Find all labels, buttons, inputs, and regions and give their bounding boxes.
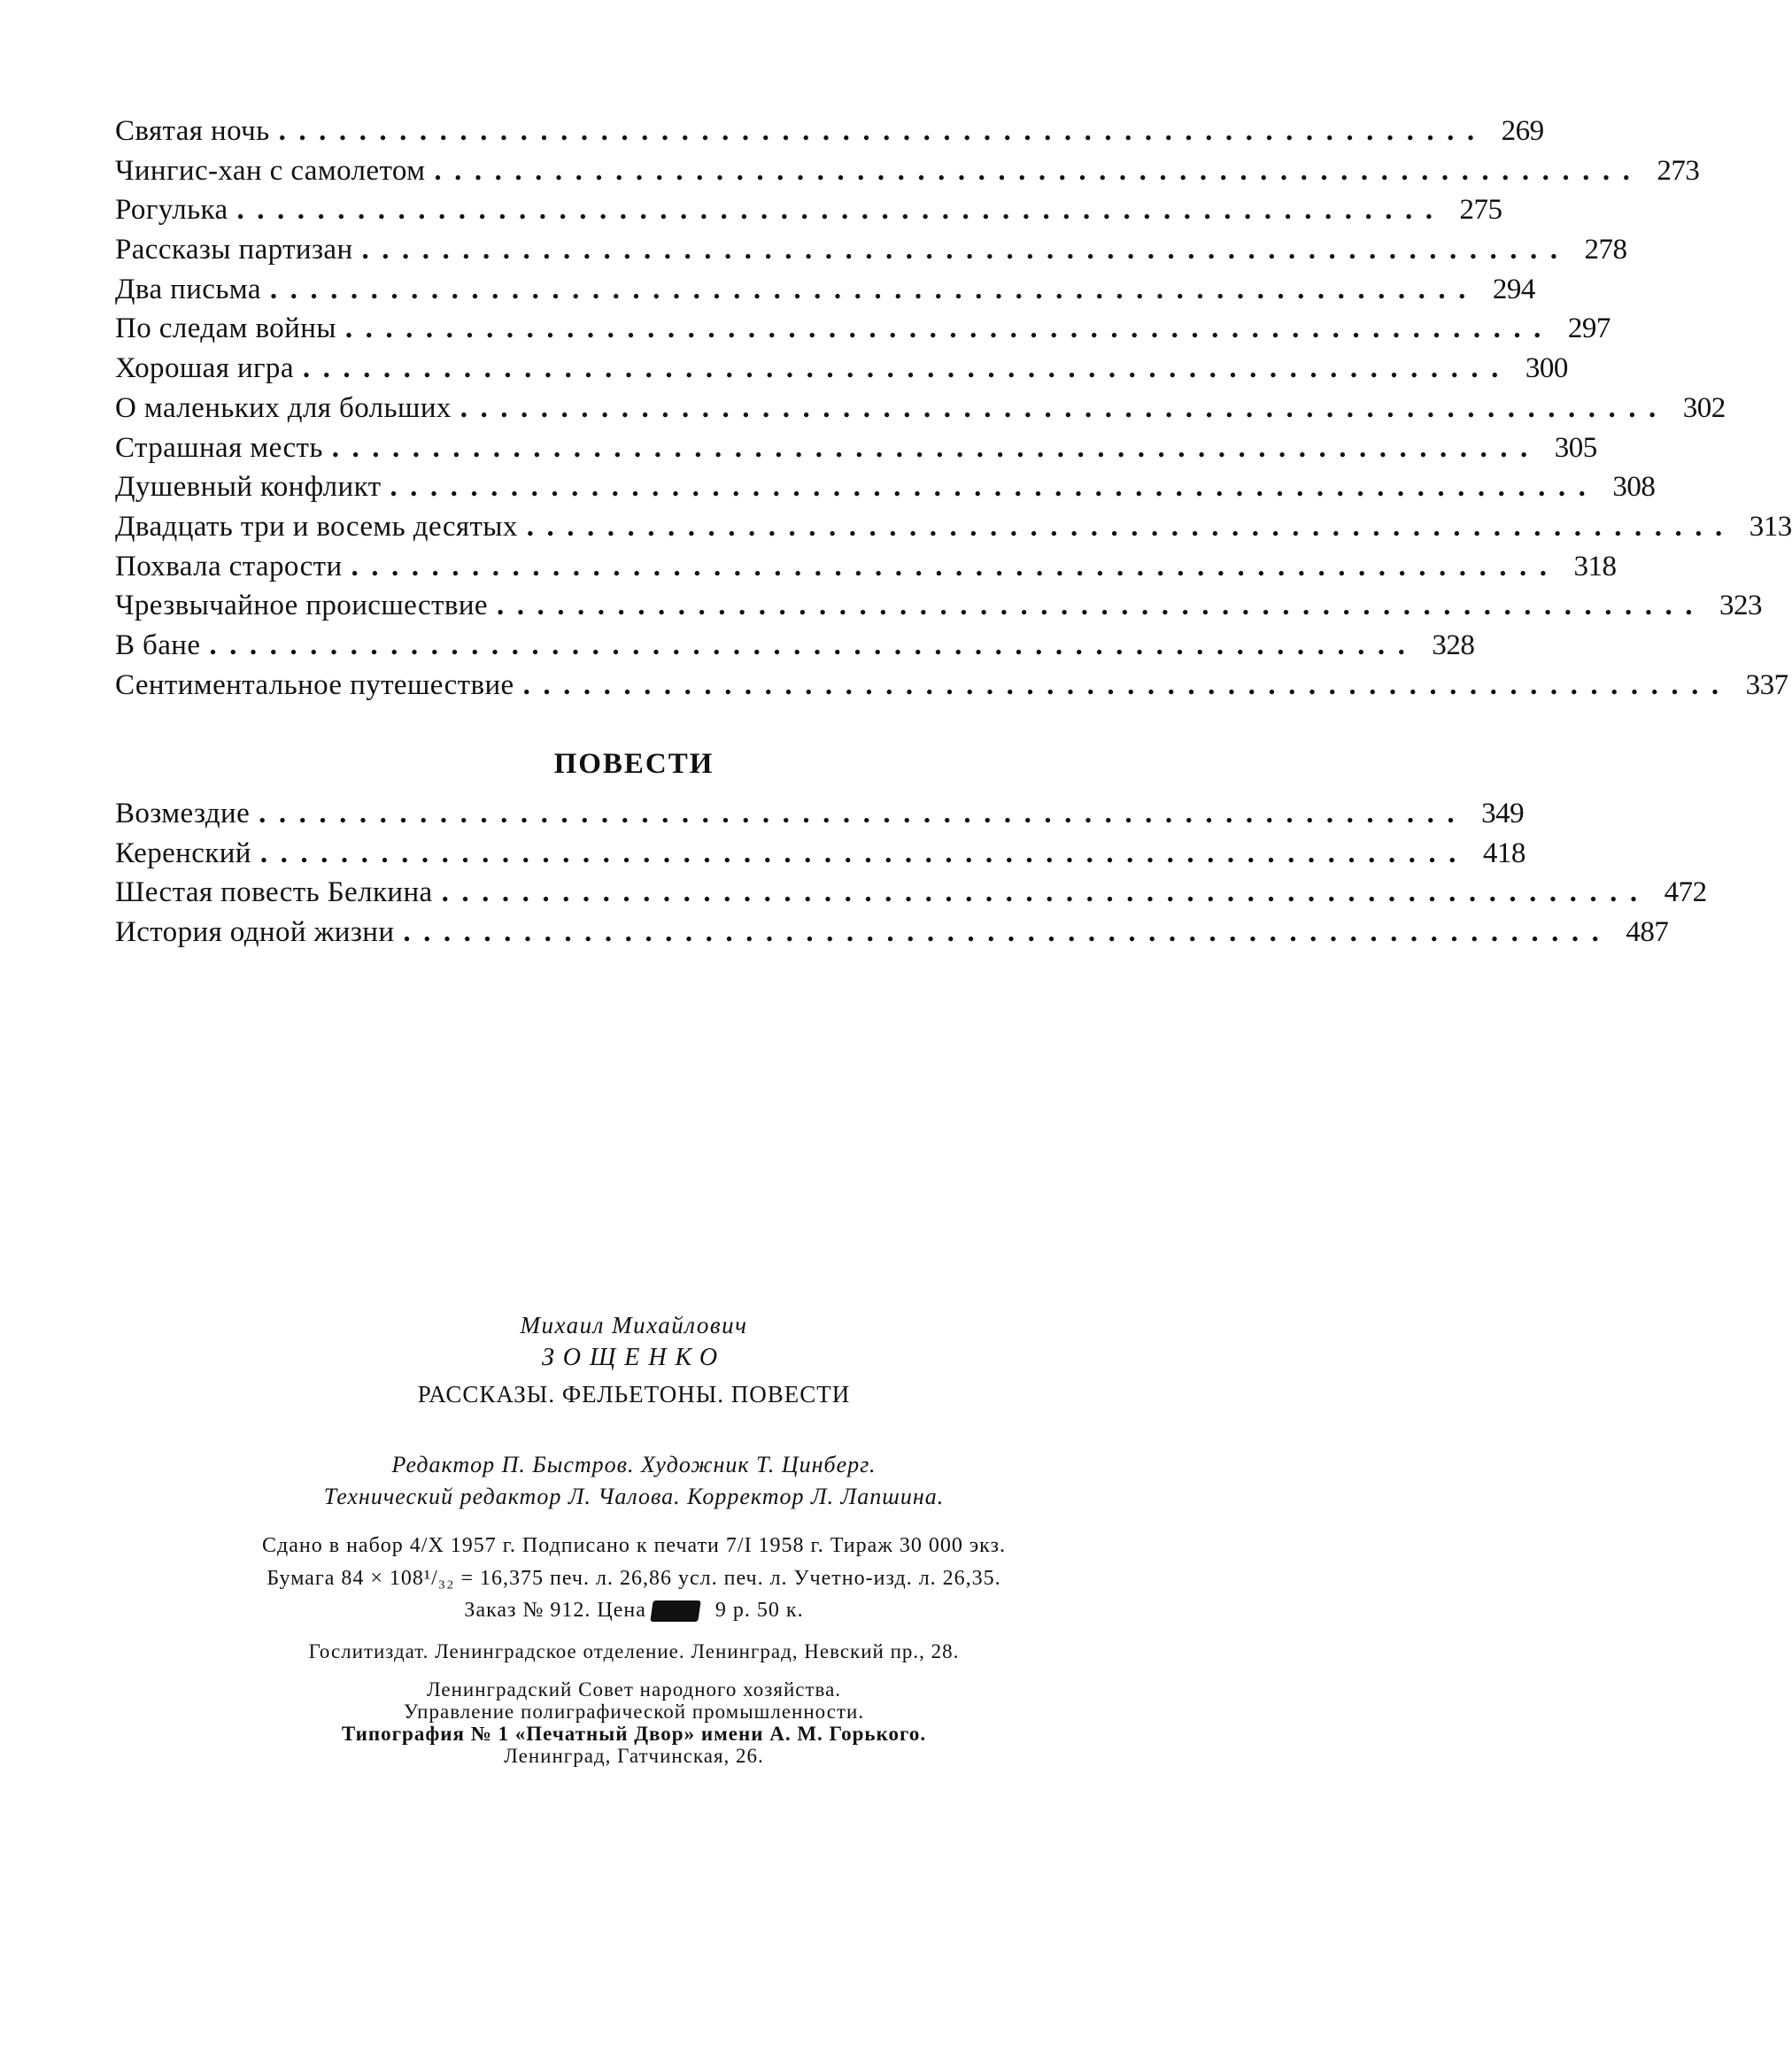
toc-leader-dots: ............................................................ (351, 550, 1560, 582)
toc-entry-page: 328 (1432, 629, 1475, 661)
printer-line-4: Ленинград, Гатчинская, 26. (504, 1745, 764, 1767)
toc-entry (115, 270, 1535, 310)
print-info-paper: Бумага 84 × 108¹/₃₂ = 16,375 печ. л. 26,86 усл. печ. л. Учетно-изд. л. 26,35. (266, 1567, 1001, 1590)
toc-entry-title: Два письма (115, 273, 261, 305)
toc-leader-dots: ............................................................ (302, 352, 1511, 385)
toc-entry-page: 318 (1573, 550, 1617, 582)
toc-entry-page: 297 (1567, 312, 1610, 345)
toc-entry-title: Керенский (115, 837, 251, 869)
toc-entry (115, 467, 1656, 507)
toc-entry-title: Душевный конфликт (115, 471, 382, 504)
toc-entry-title: О маленьких для больших (115, 391, 452, 424)
toc-entry-title: Хорошая игра (115, 352, 294, 385)
publisher-line: Гослитиздат. Ленинградское отделение. Ленинград, Невский пр., 28. (308, 1640, 960, 1662)
technical-credits: Технический редактор Л. Чалова. Корректор Л. Лапшина. (323, 1484, 945, 1509)
toc-entry (115, 230, 1627, 270)
toc-entry (115, 349, 1568, 389)
toc-leader-dots: ............................................................ (434, 154, 1643, 187)
toc-entry (115, 913, 1669, 953)
toc-entry-page: 300 (1525, 352, 1568, 385)
toc-entry-title: Сентиментальное путешествие (115, 668, 514, 701)
toc-leader-dots: ............................................................ (441, 876, 1650, 909)
author-name: Михаил Михайлович (520, 1312, 748, 1338)
toc-entry-title: По следам войны (115, 312, 336, 345)
printer-line-2: Управление полиграфической промышленности. (403, 1701, 865, 1723)
toc-entry-title: Чингис-хан с самолетом (115, 154, 426, 187)
toc-leader-dots: ............................................................ (403, 916, 1612, 949)
book-title: РАССКАЗЫ. ФЕЛЬЕТОНЫ. ПОВЕСТИ (417, 1381, 851, 1408)
toc-leader-dots: ............................................................ (361, 234, 1571, 266)
price: 9 р. 50 к. (714, 1599, 804, 1622)
toc-entry-page: 337 (1745, 668, 1788, 701)
print-info-order (0, 1599, 1268, 1623)
section-heading: ПОВЕСТИ (553, 748, 714, 780)
toc-entry-title: Шестая повесть Белкина (115, 876, 433, 909)
toc-leader-dots: ............................................................ (331, 431, 1541, 464)
toc-entry-page: 269 (1501, 115, 1544, 147)
toc-entry-title: Двадцать три и восемь десятых (115, 510, 518, 543)
toc-entry-page: 313 (1749, 510, 1792, 543)
toc-leader-dots: ............................................................ (522, 668, 1732, 701)
toc-entry (115, 873, 1707, 913)
toc-entry-title: Рассказы партизан (115, 234, 353, 266)
toc-entry (115, 547, 1617, 587)
toc-entry (115, 190, 1502, 230)
toc-entry-title: Возмездие (115, 798, 251, 829)
print-info-dates: Сдано в набор 4/X 1957 г. Подписано к печати 7/I 1958 г. Тираж 30 000 экз. (262, 1534, 1006, 1557)
toc-entry-page: 487 (1626, 916, 1669, 949)
toc-leader-dots: ............................................................ (344, 312, 1554, 345)
ink-blot (650, 1600, 700, 1622)
printer-line-3: Типография № 1 «Печатный Двор» имени А. М. Горького. (341, 1723, 927, 1745)
table-of-contents-povesti (115, 794, 1707, 953)
toc-leader-dots: ............................................................ (390, 471, 1599, 504)
toc-entry (115, 586, 1762, 626)
toc-leader-dots: ............................................................ (496, 590, 1705, 622)
author-surname: ЗОЩЕНКО (541, 1344, 727, 1371)
toc-leader-dots: ............................................................ (526, 510, 1735, 543)
toc-entry (115, 507, 1792, 547)
toc-entry-title: Похвала старости (115, 550, 343, 582)
toc-entry (115, 112, 1544, 151)
toc-leader-dots: ............................................................ (209, 629, 1418, 661)
toc-entry-page: 278 (1584, 234, 1627, 266)
toc-entry-title: История одной жизни (115, 916, 395, 949)
toc-entry-page: 305 (1554, 431, 1597, 464)
toc-entry-page: 323 (1719, 590, 1762, 622)
toc-entry-page: 472 (1664, 876, 1707, 909)
order-number: Заказ № 912. Цена (464, 1599, 646, 1622)
toc-entry (115, 626, 1475, 666)
toc-entry-title: Страшная месть (115, 431, 323, 464)
toc-leader-dots: ............................................................ (278, 115, 1487, 147)
toc-entry (115, 794, 1525, 834)
toc-entry-title: Рогулька (115, 194, 228, 227)
table-of-contents (115, 112, 1792, 705)
toc-entry-page: 302 (1682, 391, 1726, 424)
toc-leader-dots: ............................................................ (259, 837, 1469, 869)
toc-entry (115, 389, 1726, 428)
toc-entry-page: 294 (1492, 273, 1535, 305)
editor-credits: Редактор П. Быстров. Художник Т. Цинберг. (391, 1452, 877, 1477)
toc-entry-title: Святая ночь (115, 115, 270, 147)
toc-entry-page: 273 (1657, 154, 1700, 187)
toc-entry-page: 275 (1459, 194, 1502, 227)
toc-leader-dots: ............................................................ (236, 194, 1446, 227)
toc-entry-page: 308 (1612, 471, 1656, 504)
toc-entry-title: Чрезвычайное происшествие (115, 590, 488, 622)
toc-entry-page: 349 (1481, 798, 1525, 829)
toc-entry (115, 666, 1788, 706)
toc-leader-dots: ............................................................ (460, 391, 1669, 424)
printer-line-1: Ленинградский Совет народного хозяйства. (426, 1678, 842, 1701)
toc-leader-dots: ............................................................ (269, 273, 1479, 305)
toc-leader-dots: ............................................................ (259, 798, 1468, 829)
toc-entry (115, 834, 1526, 874)
toc-entry (115, 151, 1700, 191)
toc-entry (115, 309, 1610, 349)
toc-entry-title: В бане (115, 629, 201, 661)
toc-entry-page: 418 (1482, 837, 1526, 869)
toc-entry (115, 428, 1597, 468)
